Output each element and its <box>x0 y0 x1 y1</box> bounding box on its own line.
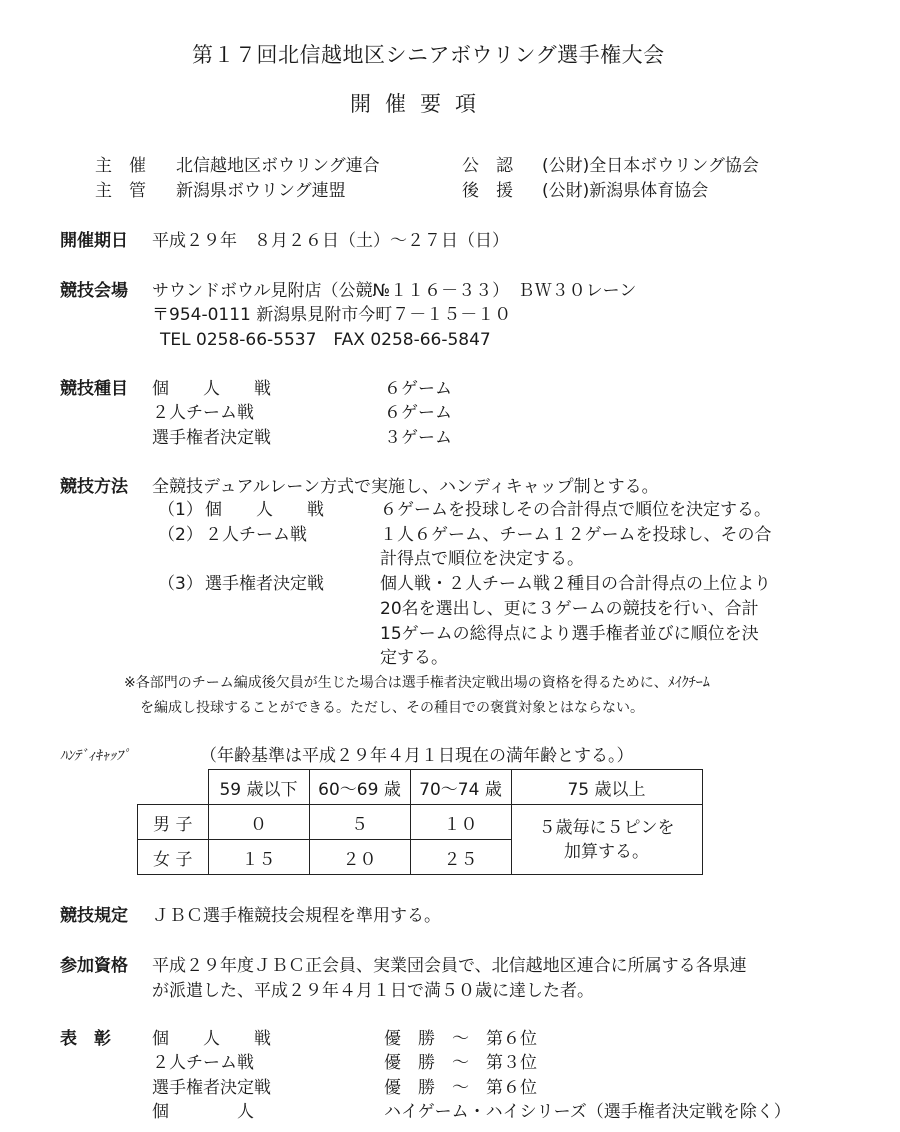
award-name: 個 人 戦 <box>152 1029 271 1049</box>
method-item-line: １人６ゲーム、チーム１２ゲームを投球し、その合 <box>380 525 772 545</box>
manager-label: 主 管 <box>95 181 146 201</box>
method-item-name: 個 人 戦 <box>205 500 324 520</box>
over75-line2: 加算する。 <box>564 841 649 862</box>
document-heading: 開催要項 <box>350 92 490 116</box>
table-row <box>138 805 703 840</box>
method-item-num: （3） <box>158 574 203 594</box>
event-name: ２人チーム戦 <box>152 403 254 423</box>
over75-cell <box>511 805 702 875</box>
table-cell: ２５ <box>410 840 511 875</box>
method-label: 競技方法 <box>60 477 128 497</box>
table-cell: １５ <box>208 840 309 875</box>
method-item-line: 個人戦・２人チーム戦２種目の合計得点の上位より <box>380 574 771 594</box>
table-header-cell: 75 歳以上 <box>511 770 702 805</box>
method-item-line: 15ゲームの総得点により選手権者並びに順位を決 <box>380 624 759 644</box>
official-value: (公財)全日本ボウリング協会 <box>542 156 759 176</box>
award-value: 優 勝 ～ 第６位 <box>384 1078 537 1098</box>
event-games: ３ゲーム <box>384 428 452 448</box>
document-title: 第１７回北信越地区シニアボウリング選手権大会 <box>192 43 665 67</box>
method-intro: 全競技デュアルレーン方式で実施し、ハンディキャップ制とする。 <box>152 477 659 497</box>
handicap-table <box>137 769 703 875</box>
events-label: 競技種目 <box>60 379 128 399</box>
rules-label: 競技規定 <box>60 906 128 926</box>
method-note-line2: を編成し投球することができる。ただし、その種目での褒賞対象とはならない。 <box>140 700 644 716</box>
host-value: 北信越地区ボウリング連合 <box>176 156 380 176</box>
award-value: 優 勝 ～ 第６位 <box>384 1029 537 1049</box>
venue-line2: 〒954-0111 新潟県見附市今町７－１５－１０ <box>152 305 512 325</box>
method-item-line: 定する。 <box>380 648 448 668</box>
venue-label: 競技会場 <box>60 281 128 301</box>
handicap-header-row <box>138 770 703 805</box>
method-note-line1: ※各部門のチーム編成後欠員が生じた場合は選手権者決定戦出場の資格を得るために、ﾒｲｸﾁｰﾑ <box>124 675 710 691</box>
eligibility-line2: が派遣した、平成２９年４月１日で満５０歳に達した者。 <box>152 981 594 1001</box>
manager-value: 新潟県ボウリング連盟 <box>176 181 346 201</box>
table-cell: ５ <box>309 805 410 840</box>
event-games: ６ゲーム <box>384 379 452 399</box>
award-name: 個 人 <box>152 1102 254 1122</box>
venue-line3: TEL 0258-66-5537 FAX 0258-66-5847 <box>160 330 491 350</box>
table-corner-cell <box>138 770 209 805</box>
handicap-note: （年齢基準は平成２９年４月１日現在の満年齢とする。） <box>200 746 634 766</box>
table-header-cell: 60～69 歳 <box>309 770 410 805</box>
award-value: ハイゲーム・ハイシリーズ（選手権者決定戦を除く） <box>384 1102 791 1122</box>
method-item-name: ２人チーム戦 <box>205 525 307 545</box>
table-cell: １０ <box>410 805 511 840</box>
support-label: 後 援 <box>462 181 513 201</box>
venue-line1: サウンドボウル見附店（公競№１１６－３３） ＢＷ３０レーン <box>152 281 637 301</box>
event-games: ６ゲーム <box>384 403 452 423</box>
event-name: 選手権者決定戦 <box>152 428 271 448</box>
method-item-line: 計得点で順位を決定する。 <box>380 549 584 569</box>
table-header-cell: 59 歳以下 <box>208 770 309 805</box>
award-name: 選手権者決定戦 <box>152 1078 271 1098</box>
table-header-cell: 70～74 歳 <box>410 770 511 805</box>
eligibility-label: 参加資格 <box>60 956 128 976</box>
eligibility-line1: 平成２９年度ＪＢＣ正会員、実業団会員で、北信越地区連合に所属する各県連 <box>152 956 747 976</box>
award-value: 優 勝 ～ 第３位 <box>384 1053 537 1073</box>
method-item-name: 選手権者決定戦 <box>205 574 324 594</box>
table-row-label: 女 子 <box>138 840 209 875</box>
dates-label: 開催期日 <box>60 231 128 251</box>
table-cell: ２０ <box>309 840 410 875</box>
handicap-label: ﾊﾝﾃﾞｨｷｬｯﾌﾟ <box>60 748 130 764</box>
awards-label: 表 彰 <box>60 1029 111 1049</box>
method-item-num: （1） <box>158 500 203 520</box>
support-value: (公財)新潟県体育協会 <box>542 181 709 201</box>
method-item-num: （2） <box>158 525 203 545</box>
over75-line1: ５歳毎に５ピンを <box>538 817 675 838</box>
award-name: ２人チーム戦 <box>152 1053 254 1073</box>
method-item-line: 20名を選出し、更に３ゲームの競技を行い、合計 <box>380 599 759 619</box>
host-label: 主 催 <box>95 156 146 176</box>
dates-value: 平成２９年 ８月２６日（土）～２７日（日） <box>152 231 509 251</box>
table-row-label: 男 子 <box>138 805 209 840</box>
event-name: 個 人 戦 <box>152 379 271 399</box>
official-label: 公 認 <box>462 156 513 176</box>
method-item-line: ６ゲームを投球しその合計得点で順位を決定する。 <box>380 500 771 520</box>
rules-value: ＪＢＣ選手権競技会規程を準用する。 <box>152 906 441 926</box>
table-cell: ０ <box>208 805 309 840</box>
